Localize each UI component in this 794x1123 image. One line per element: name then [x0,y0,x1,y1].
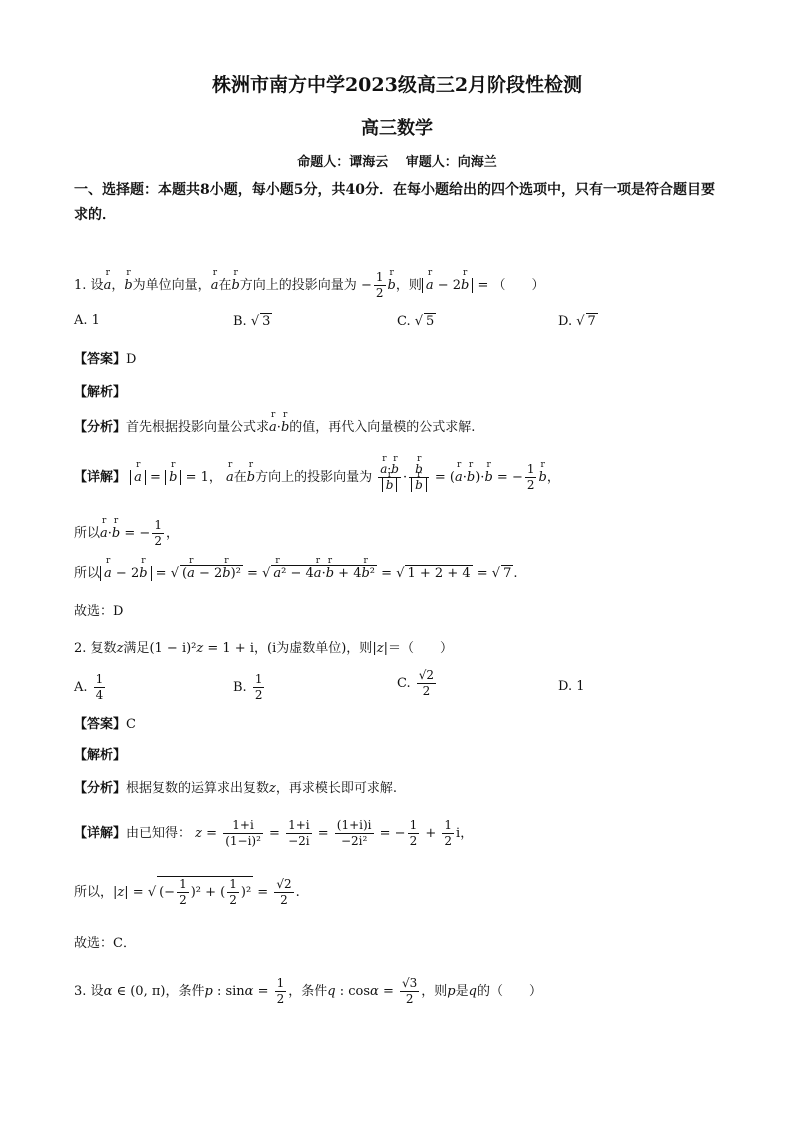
q2-so: 所以，|z| = √ (− $\frac{1}{2}$ )² + ( $\frac{1}{2}$ )² = $\frac{√2}{2}$ . [74,877,300,907]
q2-analysis-label: 【解析】 [74,748,127,763]
q2-fenxi: 【分析】根据复数的运算求出复数z，再求模长即可求解. [74,781,398,796]
exam-title: 株洲市南方中学2023级高三2月阶段性检测 [211,74,583,96]
section-heading: 一、选择题：本题共8小题，每小题5分，共40分．在每小题给出的四个选项中，只有一项是符合题目要求的． [74,182,715,223]
q2-answer: 【答案】C [74,717,136,732]
q2-option-b: B. $\frac{1}{2}$ [233,672,263,702]
q1-select: 故选：D [74,604,124,619]
q1-so-1: 所以r a·r b = − $\frac{1}{2}$ ， [74,518,179,549]
exam-authors: 命题人：谭海云 审题人：向海兰 [297,155,497,170]
q1-option-b: B. √ 3 [233,314,271,329]
q1-option-d: D. √ 7 [558,314,596,329]
q1-fenxi: 【分析】首先根据投影向量公式求r a·r b的值，再代入向量模的公式求解. [74,416,475,435]
q2-select: 故选：C． [74,936,136,951]
q1-detail: 【详解】 r a = r b = 1， r a在r b方向上的投影向量为 r a·r b r b · r b r b = (r a·r b)·r b = − $\frac{1}{2}$ r b， [74,462,560,493]
q2-option-c: C. $\frac{√2}{2}$ [397,668,435,698]
q3-stem: 3. 设α ∈ (0, π)，条件p : sinα = $\frac{1}{2}$ ，条件q : cosα = $\frac{√3}{2}$ ，则p是q的（ ） [74,976,542,1006]
q1-option-c: C. √ 5 [397,314,435,329]
q2-detail: 【详解】由已知得： z = $\frac{1+i}{\text{(1−i)²}}$ = $\frac{1+i}{-2i}$ = $\frac{(1+i)i}{\text{−2i²}}$ = − $\frac{1}{2}$ + $\frac{1}{2}$ i， [74,818,474,848]
q1-number: 1. [74,278,87,293]
q2-option-d: D. 1 [558,679,585,694]
q1-so-2: 所以r a − 2r b = √ (r a − 2r b)² = √r a² − 4r a·r b + 4r b² = √ 1 + 2 + 4 = √ 7 . [74,562,518,581]
q1-analysis-label: 【解析】 [74,385,127,400]
q1-stem: 1. 设r a，r b为单位向量，r a在r b方向上的投影向量为 − $\frac{1}{2}$ r b，则r a − 2r b = （ ） [74,270,545,301]
q2-stem: 2. 复数z满足(1 − i)²z = 1 + i，(i为虚数单位)，则|z|＝（ ） [74,641,453,656]
q1-answer: 【答案】D [74,352,137,367]
q2-option-a: A. $\frac{1}{4}$ [74,672,104,702]
exam-subtitle: 高三数学 [361,118,433,139]
q1-option-a: A. 1 [74,313,100,328]
